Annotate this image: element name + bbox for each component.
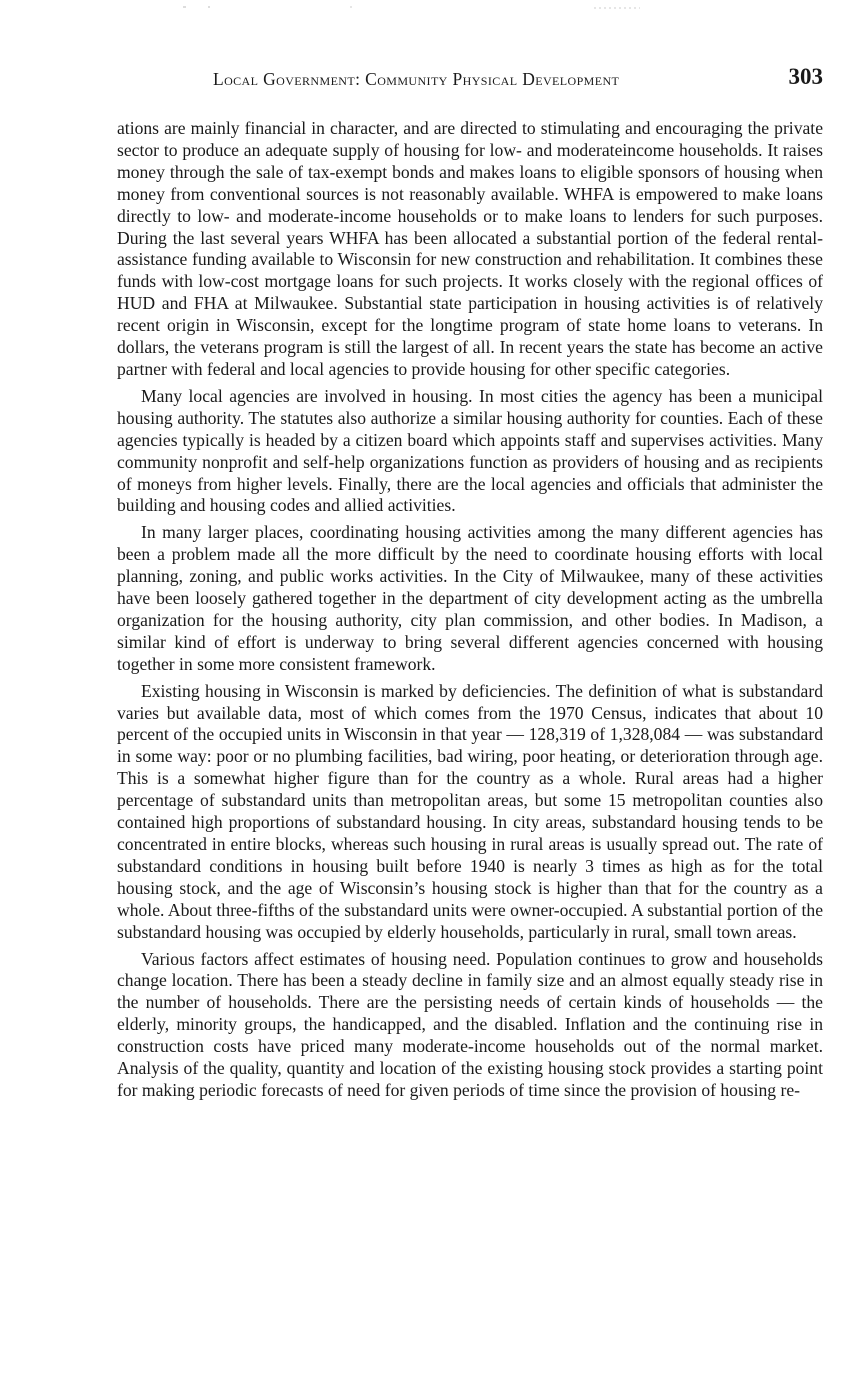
paragraph-continued: ations are mainly financial in character, and are directed to stimulating and encouraging the private sector to produce an adequate supply of housing for low- and moderateincome households. It raises money through the sale of tax-exempt bonds and makes loans to eligible sponsors of housing when money from conventional sources is not reasonably available. WHFA is empowered to make loans directly to low- and moderate-income households or to make loans to lenders for such purposes. During the last several years WHFA has been allocated a substantial portion of the federal rentalassistance funding available to Wisconsin for new construction and rehabilitation. It combines these funds with low-cost mortgage loans for such projects. It works closely with the regional offices of HUD and FHA at Milwaukee. Substantial state participation in housing activities is of relatively recent origin in Wisconsin, except for the longtime program of state home loans to veterans. In dollars, the veterans program is still the largest of all. In recent years the state has become an active partner with federal and local agencies to provide housing for other specific categories. xyxy=(117,118,823,379)
running-head xyxy=(117,62,823,98)
paragraph-local-agencies: Many local agencies are involved in housing. In most cities the agency has been a municipal housing authority. The statutes also authorize a similar housing authority for counties. Each of these agencies typically is headed by a citizen board which appoints staff and supervises activities. Many community nonprofit and self-help organizations function as providers of housing and as recipients of moneys from higher levels. Finally, there are the local agencies and officials that administer the building and housing codes and allied activities. xyxy=(117,385,823,516)
paragraph-coordination: In many larger places, coordinating housing activities among the many different agencies has been a problem made all the more difficult by the need to coordinate housing efforts with local planning, zoning, and public works activities. In the City of Milwaukee, many of these activities have been loosely gathered together in the department of city development acting as the umbrella organization for the housing authority, city plan commission, and other bodies. In Madison, a similar kind of effort is underway to bring several different agencies concerned with housing together in some more consistent framework. xyxy=(117,522,823,674)
paragraph-housing-need: Various factors affect estimates of housing need. Population continues to grow and households change location. There has been a steady decline in family size and an almost equally steady rise in the number of households. There are the persisting needs of certain kinds of households — the elderly, minority groups, the handicapped, and the disabled. Inflation and the continuing rise in construction costs have priced many moderate-income households out of the normal market. Analysis of the quality, quantity and location of the existing housing stock provides a starting point for making periodic forecasts of need for given periods of time since the provision of housing re- xyxy=(117,948,823,1100)
scan-edge-marks xyxy=(0,4,859,10)
running-title: Local Government: Community Physical Development xyxy=(213,69,620,89)
paragraph-existing-housing: Existing housing in Wisconsin is marked by deficiencies. The definition of what is substandard varies but available data, most of which comes from the 1970 Census, indicates that about 10 percent of the occupied units in Wisconsin in that year — 128,319 of 1,328,084 — was substandard in some way: poor or no plumbing facilities, bad wiring, poor heating, or deterioration through age. This is a somewhat higher figure than for the country as a whole. Rural areas had a higher percentage of substandard units than metropolitan areas, but some 15 metropolitan counties also contained high proportions of substandard housing. In city areas, substandard housing tends to be concentrated in entire blocks, whereas such housing in rural areas is usually spread out. The rate of substandard conditions in housing built before 1940 is nearly 3 times as high as for the total housing stock, and the age of Wisconsin’s housing stock is higher than that for the country as a whole. About three-fifths of the substandard units were owner-occupied. A substantial portion of the substandard housing was occupied by elderly households, particularly in rural, small town areas. xyxy=(117,680,823,942)
body-text xyxy=(117,118,823,1102)
book-page xyxy=(117,62,823,1107)
page-number: 303 xyxy=(788,64,823,89)
